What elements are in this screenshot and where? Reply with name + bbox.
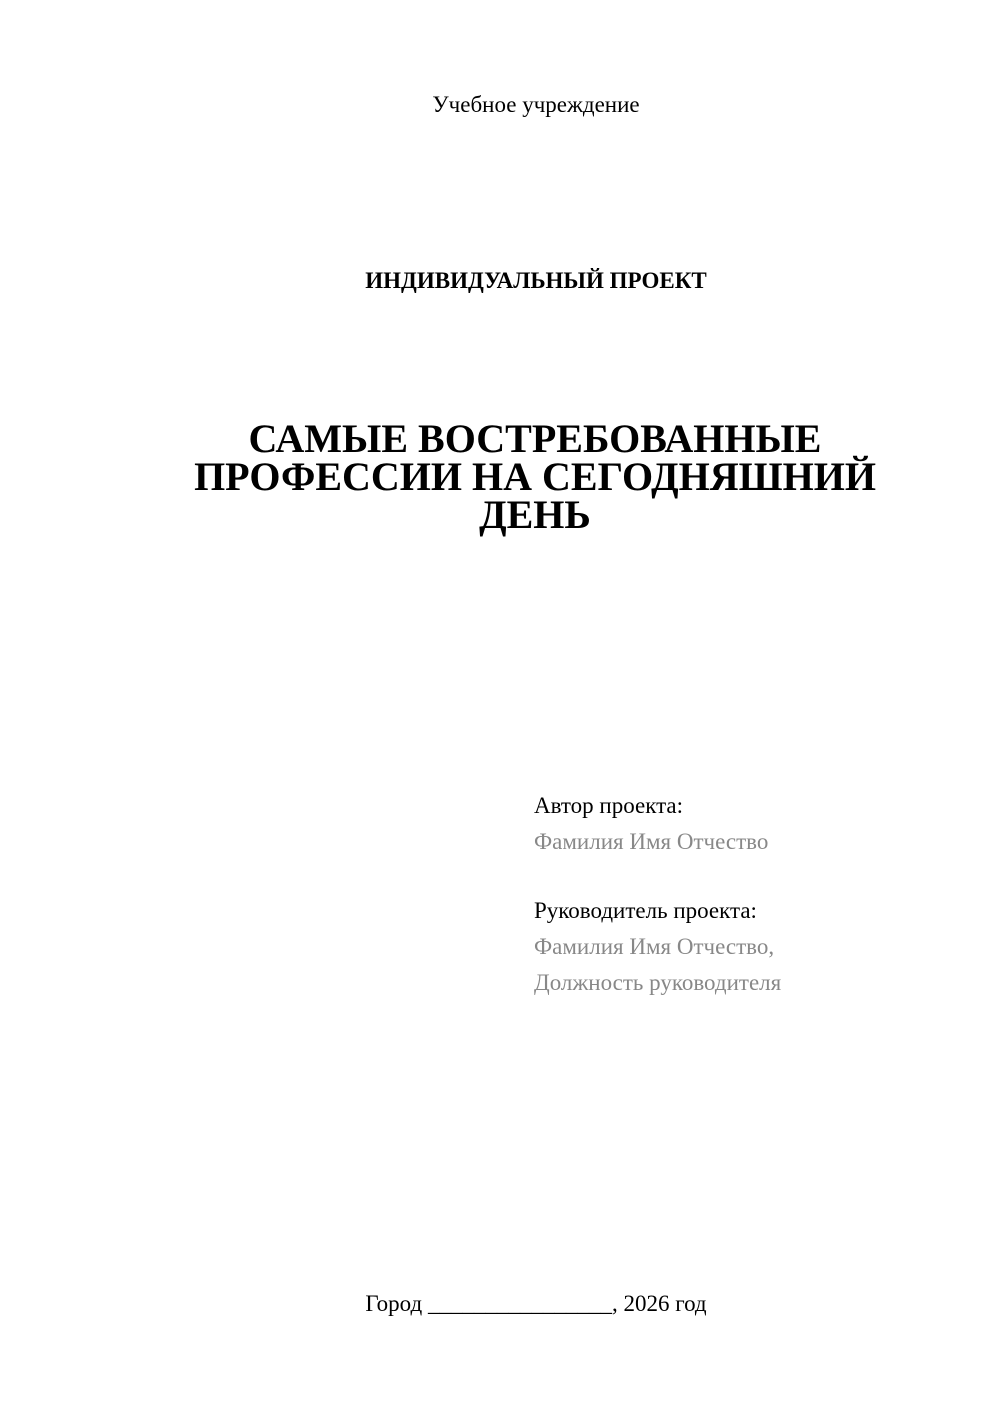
- city-year-line: Город ________________, 2026 год: [365, 1291, 707, 1316]
- author-label: Автор проекта:: [534, 793, 683, 818]
- supervisor-name-placeholder: Фамилия Имя Отчество,: [534, 934, 775, 959]
- project-title: [160, 416, 910, 537]
- author-name-placeholder: Фамилия Имя Отчество: [534, 829, 769, 854]
- author-block: [534, 788, 954, 860]
- institution-name: Учебное учреждение: [432, 92, 640, 117]
- project-title-line: ПРОФЕССИИ НА СЕГОДНЯШНИЙ: [194, 454, 876, 499]
- supervisor-position-placeholder: Должность руководителя: [534, 970, 782, 995]
- supervisor-label: Руководитель проекта:: [534, 898, 757, 923]
- supervisor-block: [534, 893, 954, 1001]
- project-title-line: ДЕНЬ: [479, 492, 591, 537]
- document-type: ИНДИВИДУАЛЬНЫЙ ПРОЕКТ: [365, 268, 707, 293]
- project-title-line: САМЫЕ ВОСТРЕБОВАННЫЕ: [248, 416, 822, 461]
